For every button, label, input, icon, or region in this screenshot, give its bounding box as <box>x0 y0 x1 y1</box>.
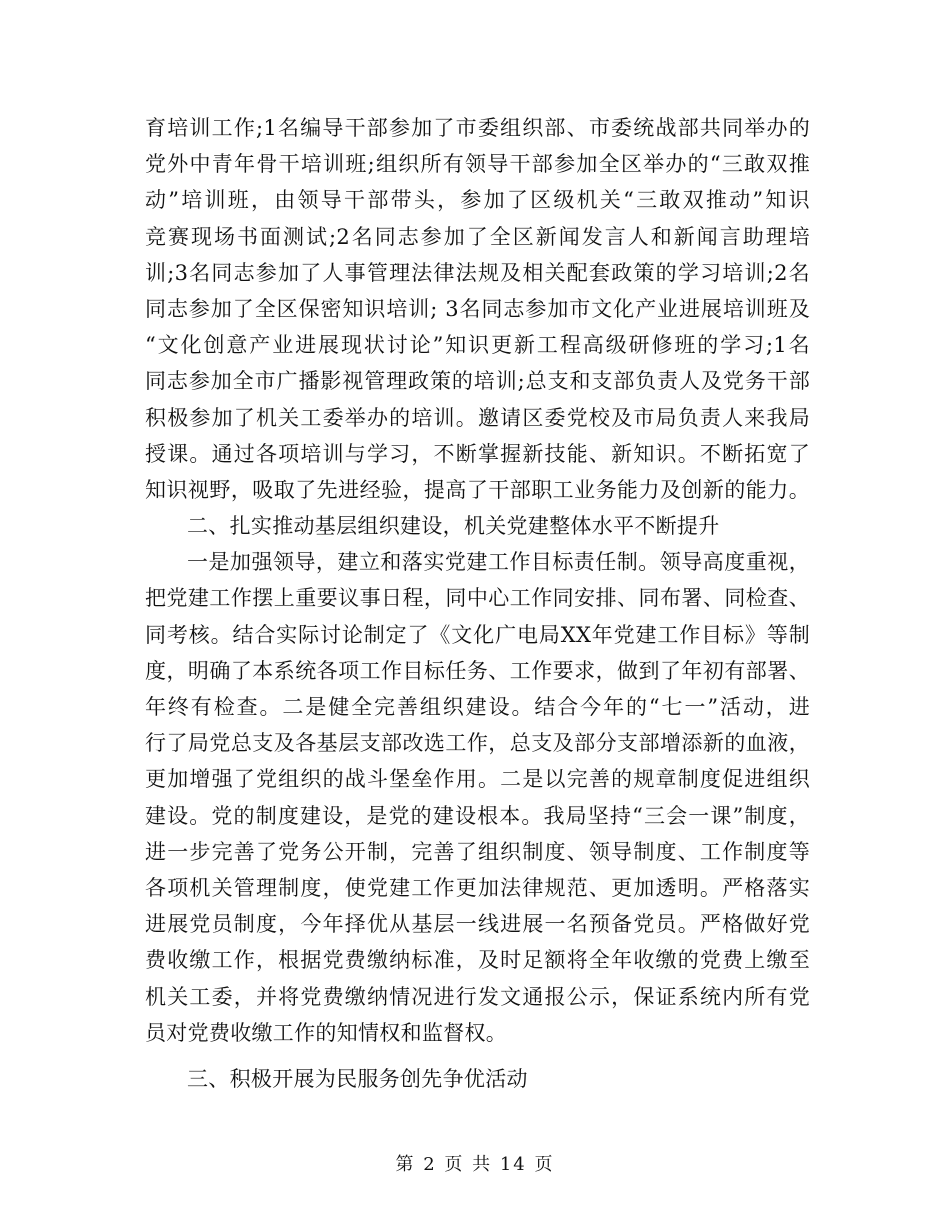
text-line: 员对党费收缴工作的知情权和监督权。 <box>145 1020 508 1045</box>
text-line: 育培训工作;1名编导干部参加了市委组织部、市委统战部共同举办的 <box>145 116 810 140</box>
text-line: 各项机关管理制度，使党建工作更加法律规范、更加透明。严格落实 <box>145 875 810 900</box>
text-line: 建设。党的制度建设，是党的建设根本。我局坚持“三会一课”制度， <box>145 803 810 828</box>
text-line: 竞赛现场书面测试;2名同志参加了全区新闻发言人和新闻言助理培 <box>145 224 810 249</box>
text-line: 知识视野，吸取了先进经验，提高了干部职工业务能力及创新的能力。 <box>145 477 810 502</box>
text-line: 更加增强了党组织的战斗堡垒作用。二是以完善的规章制度促进组织 <box>145 767 810 792</box>
text-line: “文化创意产业进展现状讨论”知识更新工程高级研修班的学习;1名 <box>145 333 810 358</box>
text-line: 同志参加全市广播影视管理政策的培训;总支和支部负责人及党务干部 <box>145 369 810 394</box>
text-line: 动”培训班，由领导干部带头，参加了区级机关“三敢双推动”知识 <box>145 188 810 213</box>
text-line: 积极参加了机关工委举办的培训。邀请区委党校及市局负责人来我局 <box>145 405 810 430</box>
text-line: 授课。通过各项培训与学习，不断掌握新技能、新知识。不断拓宽了 <box>145 441 810 466</box>
section-heading: 三、积极开展为民服务创先争优活动 <box>187 1066 528 1091</box>
text-line: 把党建工作摆上重要议事日程，同中心工作同安排、同布署、同检查、 <box>145 586 810 611</box>
text-line: 机关工委，并将党费缴纳情况进行发文通报公示，保证系统内所有党 <box>145 984 810 1009</box>
paragraph-gap <box>145 1051 810 1061</box>
text-line: 一是加强领导，建立和落实党建工作目标责任制。领导高度重视， <box>187 550 810 575</box>
page-number-footer: 第 2 页 共 14 页 <box>395 1154 555 1175</box>
text-line: 同志参加了全区保密知识培训; 3名同志参加市文化产业进展培训班及 <box>145 296 810 321</box>
text-line: 费收缴工作，根据党费缴纳标准，及时足额将全年收缴的党费上缴至 <box>145 948 810 973</box>
body-text <box>145 110 810 1097</box>
text-line: 党外中青年骨干培训班;组织所有领导干部参加全区举办的“三敢双推 <box>145 152 810 177</box>
section-heading: 二、扎实推动基层组织建设，机关党建整体水平不断提升 <box>187 514 720 539</box>
text-line: 行了局党总支及各基层支部改选工作，总支及部分支部增添新的血液， <box>145 731 810 756</box>
text-line: 度，明确了本系统各项工作目标任务、工作要求，做到了年初有部署、 <box>145 658 810 683</box>
text-line: 进一步完善了党务公开制，完善了组织制度、领导制度、工作制度等 <box>145 839 810 864</box>
text-line: 同考核。结合实际讨论制定了《文化广电局XX年党建工作目标》等制 <box>145 622 810 647</box>
text-line: 训;3名同志参加了人事管理法律法规及相关配套政策的学习培训;2名 <box>145 260 810 285</box>
text-line: 年终有检查。二是健全完善组织建设。结合今年的“七一”活动，进 <box>145 695 810 719</box>
text-line: 进展党员制度，今年择优从基层一线进展一名预备党员。严格做好党 <box>145 912 810 937</box>
